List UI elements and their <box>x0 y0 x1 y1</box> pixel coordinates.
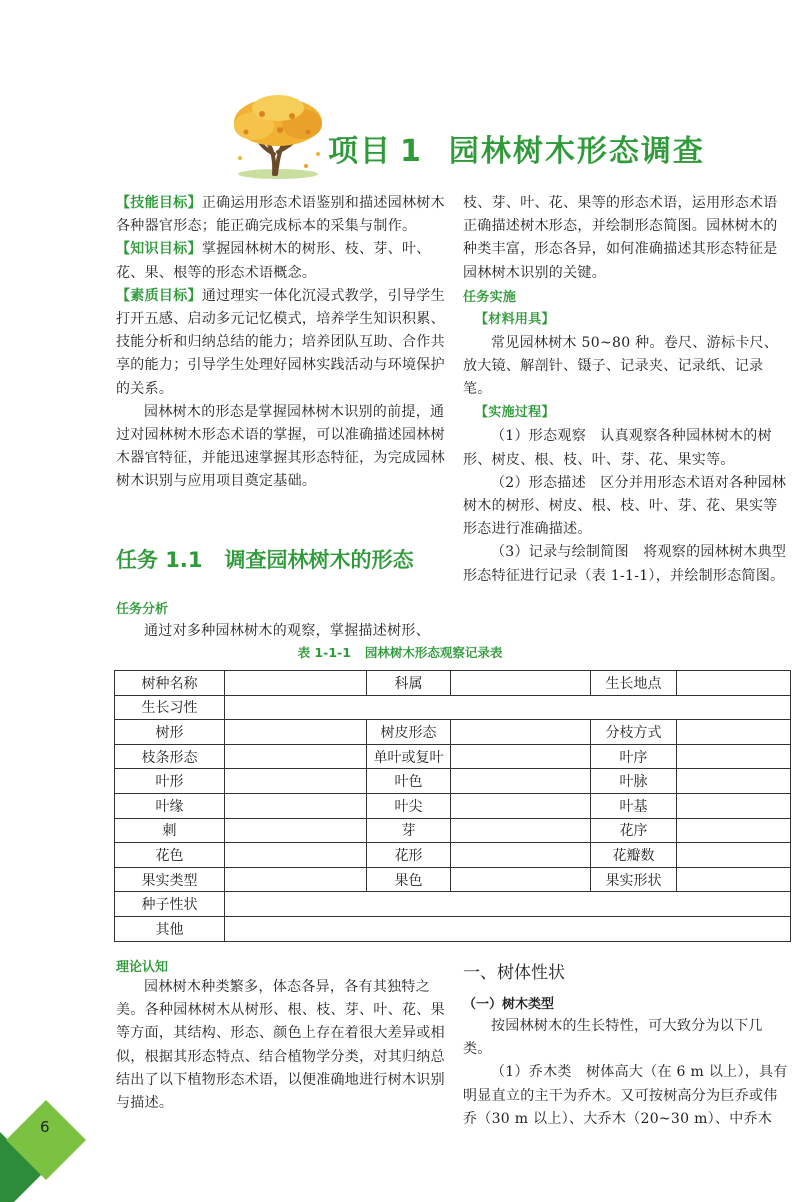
table-field-value <box>677 769 791 794</box>
table-field-label: 刺 <box>115 818 225 843</box>
table-field-value <box>677 843 791 868</box>
table-field-value <box>451 671 591 696</box>
right-column-top <box>463 192 791 588</box>
task-analysis-text-left: 通过对多种园林树木的观察，掌握描述树形、 <box>144 623 430 639</box>
table-field-label: 科属 <box>367 671 451 696</box>
table-field-value <box>677 744 791 769</box>
table-field-label: 种子性状 <box>115 892 225 917</box>
table-field-label: 树种名称 <box>115 671 225 696</box>
table-field-value <box>225 892 791 917</box>
table-field-value <box>451 744 591 769</box>
table-field-label: 芽 <box>367 818 451 843</box>
materials-tag: 【材料用具】 <box>475 311 555 327</box>
table-field-value <box>451 818 591 843</box>
table-row <box>115 867 791 892</box>
step-2: （2）形态描述 区分并用形态术语对各种园林树木的树形、树皮、根、枝、叶、芽、花、果实等形态进行准确描述。 <box>463 474 787 538</box>
project-title <box>328 126 705 170</box>
table-field-value <box>225 769 367 794</box>
theory-text: 园林树木种类繁多，体态各异，各有其独特之美。各种园林树木从树形、根、枝、芽、叶、花、果等方面，其结构、形态、颜色上存在着很大差异或相似，根据其形态特点、结合植物学分类，对其归纳总结出了以下植物形态术语，以便准确地进行树木识别与描述。 <box>116 979 445 1112</box>
table-field-value <box>451 769 591 794</box>
table-field-label: 花瓣数 <box>591 843 677 868</box>
table-row <box>115 892 791 917</box>
table-field-value <box>677 867 791 892</box>
page-corner-mark <box>0 1092 110 1202</box>
table-field-value <box>225 720 367 745</box>
table-field-value <box>225 867 367 892</box>
table-field-label: 其他 <box>115 916 225 941</box>
observation-record-table <box>114 670 791 942</box>
table-row <box>115 769 791 794</box>
table-field-label: 树皮形态 <box>367 720 451 745</box>
table-field-label: 果实类型 <box>115 867 225 892</box>
step-3: （3）记录与绘制简图 将观察的园林树木典型形态特征进行记录（表 1-1-1），并绘制形态简图。 <box>463 544 787 584</box>
table-field-label: 果实形状 <box>591 867 677 892</box>
section-heading: 一、树体性状 <box>463 963 565 983</box>
autumn-tree-icon <box>222 92 334 180</box>
table-field-label: 叶序 <box>591 744 677 769</box>
page-number: 6 <box>40 1118 50 1136</box>
table-field-label: 分枝方式 <box>591 720 677 745</box>
section-body <box>463 1015 791 1131</box>
materials-text: 常见园林树木 50~80 种。卷尺、游标卡尺、放大镜、解剖针、镊子、记录夹、记录纸、记录笔。 <box>463 334 779 398</box>
table-field-label: 叶形 <box>115 769 225 794</box>
table-caption: 表 1-1-1 园林树木形态观察记录表 <box>297 645 503 660</box>
project-title-text: 园林树木形态调查 <box>448 134 705 169</box>
table-field-value <box>225 695 791 720</box>
table-row <box>115 916 791 941</box>
table-field-label: 叶脉 <box>591 769 677 794</box>
table-field-label: 枝条形态 <box>115 744 225 769</box>
table-field-label: 叶尖 <box>367 793 451 818</box>
table-field-value <box>677 818 791 843</box>
table-field-value <box>451 720 591 745</box>
table-field-value <box>451 867 591 892</box>
task-heading: 任务 1.1 调查园林树木的形态 <box>116 548 414 572</box>
table-row <box>115 818 791 843</box>
step-1: （1）形态观察 认真观察各种园林树木的树形、树皮、根、枝、叶、芽、花、果实等。 <box>463 428 772 468</box>
intro-paragraph: 园林树木的形态是掌握园林树木识别的前提，通过对园林树木形态术语的掌握，可以准确描述园林树木器官特征，并能迅速掌握其形态特征，为完成园林树木识别与应用项目奠定基础。 <box>116 403 445 490</box>
table-field-label: 果色 <box>367 867 451 892</box>
table-field-value <box>677 671 791 696</box>
table-row <box>115 793 791 818</box>
sub-section-heading: （一）树木类型 <box>463 997 555 1012</box>
table-row <box>115 744 791 769</box>
table-field-label: 生长习性 <box>115 695 225 720</box>
task-analysis-text-right: 枝、芽、叶、花、果等的形态术语，运用形态术语正确描述树木形态，并绘制形态简图。园林树木的种类丰富，形态各异，如何准确描述其形态特征是园林树木识别的关键。 <box>463 195 778 281</box>
theory-text-block <box>116 976 446 1115</box>
table-row <box>115 720 791 745</box>
table-row <box>115 671 791 696</box>
table-field-value <box>225 671 367 696</box>
theory-heading: 理论认知 <box>116 960 169 975</box>
table-field-label: 叶缘 <box>115 793 225 818</box>
table-field-value <box>225 916 791 941</box>
process-tag: 【实施过程】 <box>475 405 555 421</box>
table-field-value <box>677 793 791 818</box>
quality-objective: 【素质目标】通过理实一体化沉浸式教学，引导学生打开五感、启动多元记忆模式，培养学生知识积累、技能分析和归纳总结的能力；培养团队互助、合作共享的能力；引导学生处理好园林实践活动与环境保护的关系。 <box>116 287 445 397</box>
table-field-value <box>451 793 591 818</box>
skill-objective: 【技能目标】正确运用形态术语鉴别和描述园林树木各种器官形态；能正确完成标本的采集与制作。 <box>116 195 445 235</box>
table-field-value <box>225 818 367 843</box>
table-field-label: 生长地点 <box>591 671 677 696</box>
objectives-block <box>116 192 446 494</box>
table-field-value <box>225 843 367 868</box>
project-title-prefix: 项目 <box>328 134 392 169</box>
table-field-label: 花色 <box>115 843 225 868</box>
table-field-value <box>225 793 367 818</box>
section-intro: 按园林树木的生长特性，可大致分为以下几类。 <box>463 1018 763 1058</box>
table-field-value <box>451 843 591 868</box>
table-row <box>115 695 791 720</box>
table-field-value <box>225 744 367 769</box>
task-implementation-heading: 任务实施 <box>463 289 517 305</box>
table-field-label: 花序 <box>591 818 677 843</box>
task-analysis-heading: 任务分析 <box>116 602 169 617</box>
table-row <box>115 843 791 868</box>
table-field-value <box>677 720 791 745</box>
section-item-1: （1）乔木类 树体高大（在 6 m 以上），具有明显直立的主干为乔木。又可按树高分为巨乔或伟乔（30 m 以上）、大乔木（20~30 m）、中乔木 <box>463 1064 788 1127</box>
table-field-label: 单叶或复叶 <box>367 744 451 769</box>
table-field-label: 树形 <box>115 720 225 745</box>
project-title-number: 1 <box>400 134 423 169</box>
table-field-label: 花形 <box>367 843 451 868</box>
knowledge-objective: 【知识目标】掌握园林树木的树形、枝、芽、叶、花、果、根等的形态术语概念。 <box>116 241 431 281</box>
table-field-label: 叶基 <box>591 793 677 818</box>
table-field-label: 叶色 <box>367 769 451 794</box>
